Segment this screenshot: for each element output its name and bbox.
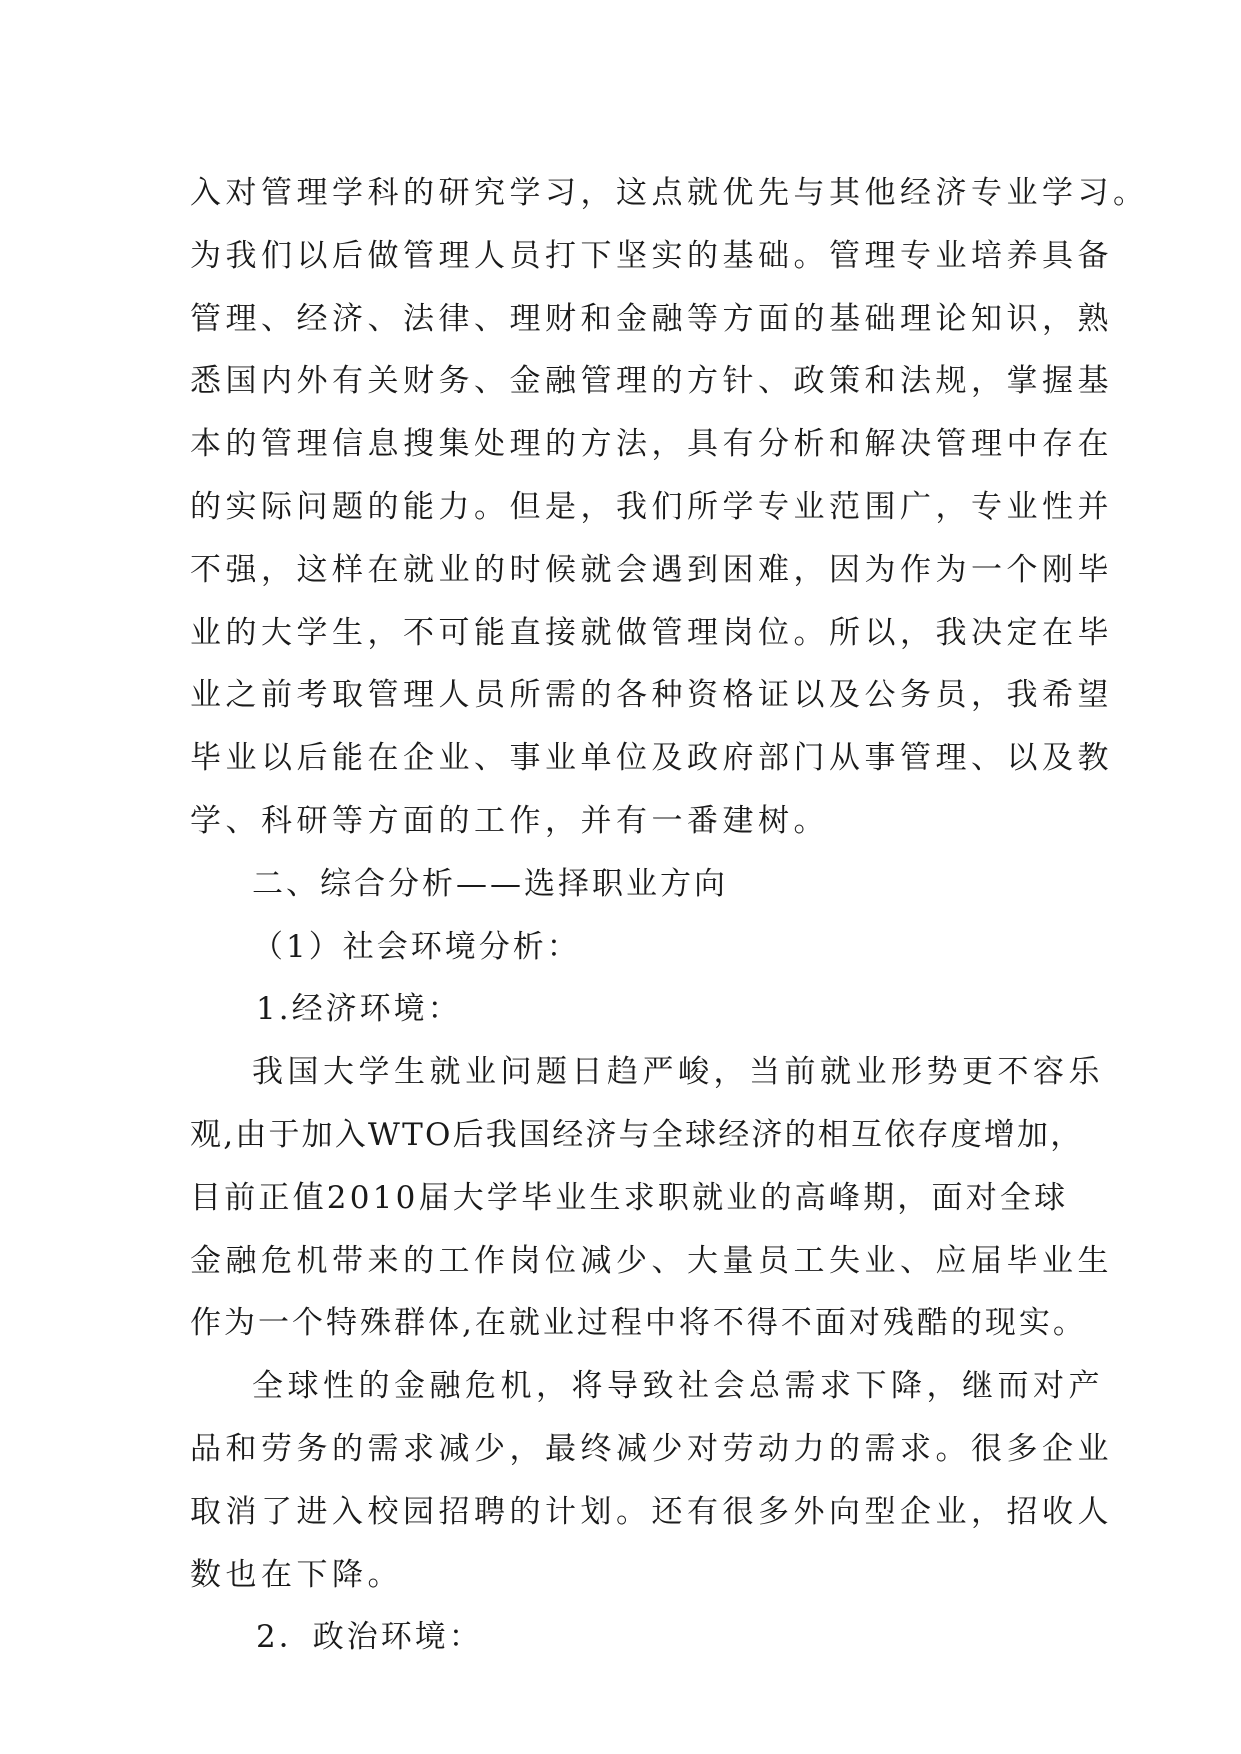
subsection-heading: （1）社会环境分析： bbox=[252, 928, 581, 965]
paragraph-line: 品和劳务的需求减少，最终减少对劳动力的需求。很多企业 bbox=[190, 1430, 1113, 1467]
paragraph-line: 管理、经济、法律、理财和金融等方面的基础理论知识，熟 bbox=[190, 300, 1113, 337]
paragraph-line: 目前正值2010届大学毕业生求职就业的高峰期，面对全球 bbox=[190, 1179, 1069, 1216]
paragraph-line: 悉国内外有关财务、金融管理的方针、政策和法规，掌握基 bbox=[190, 363, 1113, 400]
paragraph-line: 业之前考取管理人员所需的各种资格证以及公务员，我希望 bbox=[190, 677, 1113, 714]
paragraph-line: 我国大学生就业问题日趋严峻，当前就业形势更不容乐 bbox=[252, 1054, 1104, 1091]
paragraph-line: 观,由于加入WTO后我国经济与全球经济的相互依存度增加， bbox=[190, 1116, 1084, 1153]
paragraph-line: 为我们以后做管理人员打下坚实的基础。管理专业培养具备 bbox=[190, 237, 1113, 274]
paragraph-line: 的实际问题的能力。但是，我们所学专业范围广，专业性并 bbox=[190, 488, 1113, 525]
paragraph-line: 毕业以后能在企业、事业单位及政府部门从事管理、以及教 bbox=[190, 740, 1113, 777]
paragraph-line: 取消了进入校园招聘的计划。还有很多外向型企业，招收人 bbox=[190, 1493, 1113, 1530]
paragraph-line: 学、科研等方面的工作，并有一番建树。 bbox=[190, 802, 829, 839]
paragraph-line: 业的大学生，不可能直接就做管理岗位。所以，我决定在毕 bbox=[190, 614, 1113, 651]
paragraph-line: 不强，这样在就业的时候就会遇到困难，因为作为一个刚毕 bbox=[190, 551, 1113, 588]
paragraph-line: 全球性的金融危机，将导致社会总需求下降，继而对产 bbox=[252, 1368, 1104, 1405]
paragraph-line: 数也在下降。 bbox=[190, 1556, 403, 1593]
subsection-item-heading: 1.经济环境： bbox=[256, 991, 462, 1028]
paragraph-line: 入对管理学科的研究学习，这点就优先与其他经济专业学习。 bbox=[190, 175, 1149, 211]
document-body bbox=[190, 162, 1149, 1669]
section-heading: 二、综合分析——选择职业方向 bbox=[252, 865, 728, 902]
paragraph-line: 本的管理信息搜集处理的方法，具有分析和解决管理中存在 bbox=[190, 426, 1113, 463]
paragraph-line: 金融危机带来的工作岗位减少、大量员工失业、应届毕业生 bbox=[190, 1242, 1113, 1279]
paragraph-line: 作为一个特殊群体,在就业过程中将不得不面对残酷的现实。 bbox=[190, 1305, 1087, 1342]
subsection-item-heading: 2．政治环境： bbox=[256, 1619, 483, 1656]
